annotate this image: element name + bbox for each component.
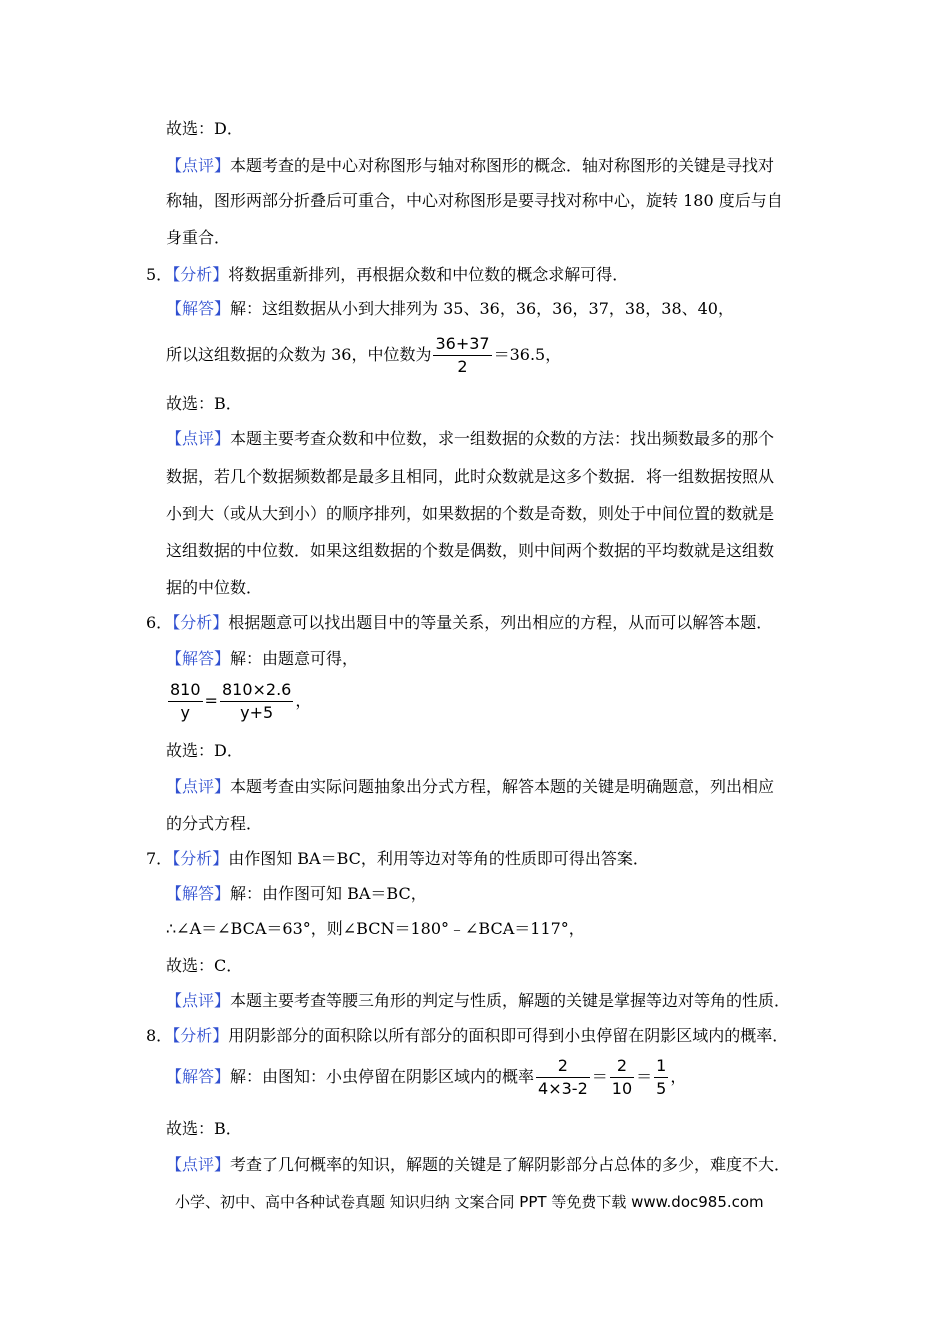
analysis-tag: 【分析】 xyxy=(172,265,229,284)
review-tag: 【点评】 xyxy=(166,429,231,448)
analysis-tag: 【分析】 xyxy=(172,613,229,632)
text-line: 这组数据的中位数．如果这组数据的个数是偶数，则中间两个数据的平均数就是这组数 xyxy=(166,541,775,560)
review-tag: 【点评】 xyxy=(166,991,231,1010)
review-tag: 【点评】 xyxy=(166,156,231,175)
fraction: $\frac{36+37}{2}$ xyxy=(435,334,490,376)
answer-tag: 【解答】 xyxy=(166,299,231,318)
question-5-choice: 故选：B． xyxy=(166,394,242,413)
fraction: $\frac{2}{4\times 3-2}$ xyxy=(538,1056,588,1098)
text-line: 小到大（或从大到小）的顺序排列，如果数据的个数是奇数，则处于中间位置的数就是 xyxy=(166,504,775,523)
question-6-equation: $\frac{810}{y}$ = $\frac{810\times 2.6}{y+5}$ ， xyxy=(170,680,312,722)
fraction: $\frac{1}{5}$ xyxy=(656,1056,667,1098)
review-tag: 【点评】 xyxy=(166,1155,231,1174)
answer-tag: 【解答】 xyxy=(166,649,231,668)
text-line: 的分式方程． xyxy=(166,814,263,833)
text-line: 据的中位数． xyxy=(166,578,263,597)
choice-line: 故选：D． xyxy=(166,119,243,138)
question-8-answer: 【解答】解：由图知：小虫停留在阴影区域内的概率 $\frac{2}{4\times 3-2}$ ＝ $\frac{2}{10}$ ＝ $\frac{1}{5}$ ， xyxy=(166,1056,687,1098)
question-7-choice: 故选：C． xyxy=(166,956,243,975)
question-5-median-line: 所以这组数据的众数为 36，中位数为 $\frac{36+37}{2}$ ＝36.5， xyxy=(166,334,562,376)
question-7-angle-line: ∴∠A＝∠BCA＝63°，则∠BCN＝180°﹣∠BCA＝117°， xyxy=(166,919,585,938)
question-5-analysis: 5．【分析】将数据重新排列，再根据众数和中位数的概念求解可得． xyxy=(146,265,629,284)
question-6-choice: 故选：D． xyxy=(166,741,243,760)
question-7-review: 【点评】本题主要考查等腰三角形的判定与性质，解题的关键是掌握等边对等角的性质． xyxy=(166,991,791,1010)
question-8-choice: 故选：B． xyxy=(166,1119,242,1138)
question-6-answer: 【解答】解：由题意可得， xyxy=(166,649,359,668)
fraction: $\frac{2}{10}$ xyxy=(611,1056,633,1098)
answer-tag: 【解答】 xyxy=(166,1067,231,1086)
text-line: 身重合． xyxy=(166,228,231,247)
fraction: $\frac{810\times 2.6}{y+5}$ xyxy=(221,680,292,722)
analysis-tag: 【分析】 xyxy=(172,849,229,868)
review-tag: 【点评】 xyxy=(166,777,231,796)
question-5-review: 【点评】本题主要考查众数和中位数，求一组数据的众数的方法：找出频数最多的那个 xyxy=(166,429,775,448)
question-7-analysis: 7．【分析】由作图知 BA＝BC，利用等边对等角的性质即可得出答案． xyxy=(146,849,649,868)
question-8-review: 【点评】考查了几何概率的知识，解题的关键是了解阴影部分占总体的多少，难度不大． xyxy=(166,1155,791,1174)
question-5-answer: 【解答】解：这组数据从小到大排列为 35、36，36，36，37，38，38、40， xyxy=(166,299,734,318)
text-line: 数据，若几个数据频数都是最多且相同，此时众数就是这多个数据．将一组数据按照从 xyxy=(166,467,775,486)
answer-tag: 【解答】 xyxy=(166,884,231,903)
fraction: $\frac{810}{y}$ xyxy=(170,680,201,722)
footer-text: 小学、初中、高中各种试卷真题 知识归纳 文案合同 PPT 等免费下载 www.doc985.com xyxy=(175,1193,764,1211)
question-7-answer: 【解答】解：由作图可知 BA＝BC， xyxy=(166,884,427,903)
question-8-analysis: 8．【分析】用阴影部分的面积除以所有部分的面积即可得到小虫停留在阴影区域内的概率． xyxy=(146,1026,789,1045)
question-6-analysis: 6．【分析】根据题意可以找出题目中的等量关系，列出相应的方程，从而可以解答本题． xyxy=(146,613,773,632)
text-line: 称轴，图形两部分折叠后可重合，中心对称图形是要寻找对称中心，旋转 180 度后与自 xyxy=(166,191,783,210)
question-6-review: 【点评】本题考查由实际问题抽象出分式方程，解答本题的关键是明确题意，列出相应 xyxy=(166,777,775,796)
analysis-tag: 【分析】 xyxy=(172,1026,229,1045)
review-line: 【点评】本题考查的是中心对称图形与轴对称图形的概念．轴对称图形的关键是寻找对 xyxy=(166,156,775,175)
